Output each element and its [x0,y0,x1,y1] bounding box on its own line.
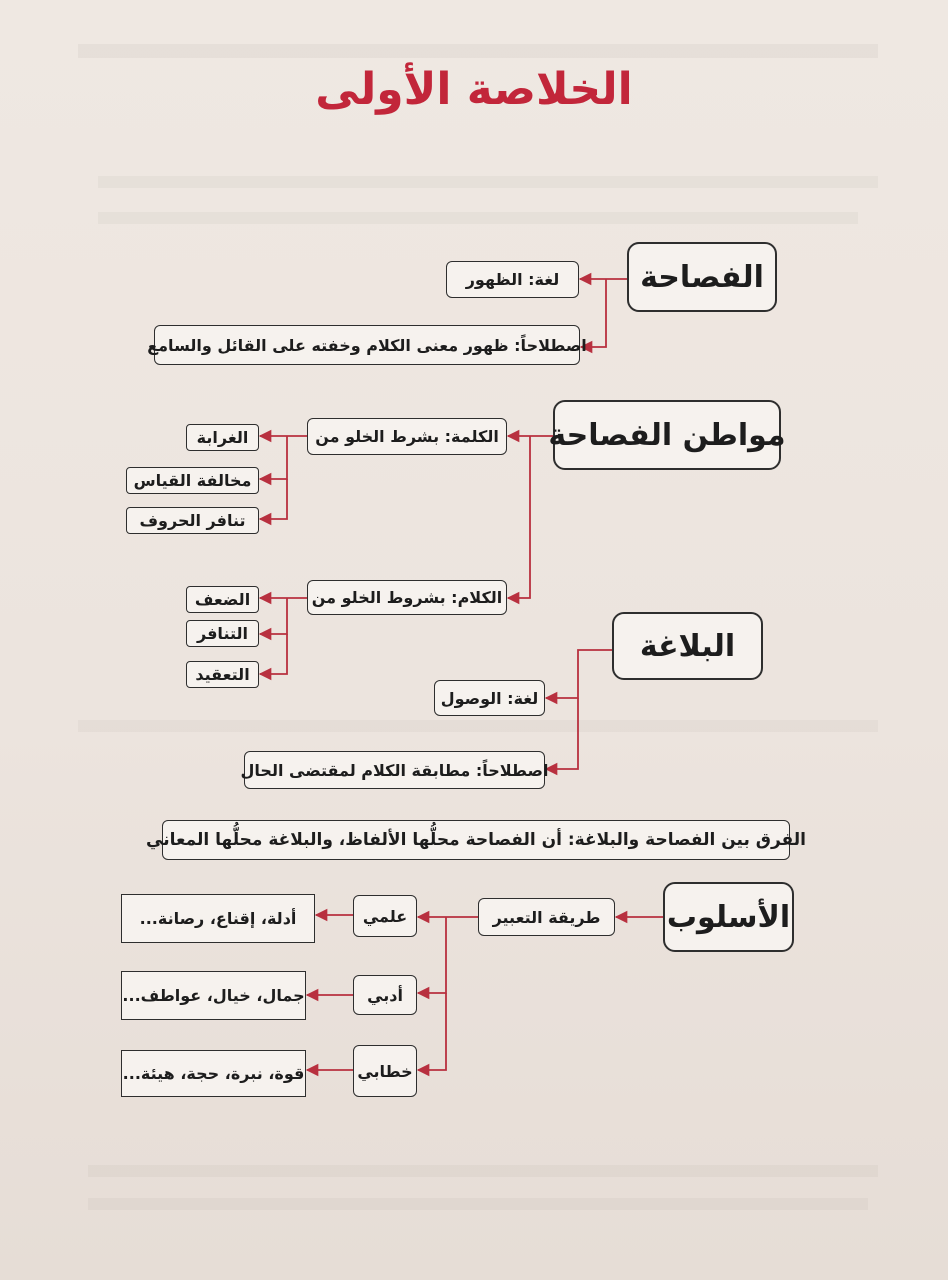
kalam-item-text: الضعف [194,590,251,609]
fasaha-lugha-text: لغة: الظهور [465,270,560,289]
kalam-item-box [186,620,259,647]
balagha-lugha-text: لغة: الوصول [440,688,539,708]
uslub-type-text: علمي [362,906,408,926]
kalima-box [307,418,507,455]
fasaha-istilah-box [147,325,587,365]
kalima-item-box [186,424,259,451]
balagha-label: البلاغة [639,628,736,664]
uslub-desc-text: أدلة، إقناع، رصانة... [139,909,297,928]
kalima-item-box [126,467,259,494]
mawatin-node [548,400,786,470]
kalima-item-text: تنافر الحروف [139,511,246,530]
uslub-desc-box [121,894,315,943]
kalam-box [307,580,507,615]
uslub-node [663,882,794,952]
uslub-desc-text: جمال، خيال، عواطف... [122,986,305,1005]
balagha-node [612,612,763,680]
kalima-text: الكلمة: بشرط الخلو من [315,427,499,446]
kalam-item-box [186,586,259,613]
page-title: الخلاصة الأولى [315,64,633,115]
uslub-desc-text: قوة، نبرة، حجة، هيئة... [122,1064,305,1083]
kalam-text: الكلام: بشروط الخلو من [311,588,503,607]
balagha-istilah-text: اصطلاحاً: مطابقة الكلام لمقتضى الحال [240,760,549,780]
fasaha-lugha-box [446,261,579,298]
uslub-type-text: أدبي [367,985,403,1005]
tariqa-box [478,898,615,936]
kalima-item-text: الغرابة [196,428,249,447]
balagha-istilah-box [240,751,549,789]
fasaha-label: الفصاحة [640,259,764,295]
uslub-desc-box [121,971,306,1020]
uslub-type-text: خطابي [357,1061,413,1081]
kalima-item-text: مخالفة القياس [133,471,252,490]
kalam-item-text: التنافر [197,624,248,643]
fasaha-node [627,242,777,312]
tariqa-text: طريقة التعبير [492,907,601,927]
uslub-type-box [353,1045,417,1097]
uslub-label: الأسلوب [666,899,791,935]
kalam-item-text: التعقيد [195,665,250,684]
uslub-type-box [353,895,417,937]
fasaha-istilah-text: اصطلاحاً: ظهور معنى الكلام وخفته على القائل والسامع [147,335,587,355]
kalam-item-box [186,661,259,688]
uslub-type-box [353,975,417,1015]
mawatin-label: مواطن الفصاحة [548,417,786,453]
farq-box [146,820,806,860]
kalima-item-box [126,507,259,534]
uslub-desc-box [121,1050,306,1097]
balagha-lugha-box [434,680,545,716]
farq-text: الفرق بين الفصاحة والبلاغة: أن الفصاحة محلُّها الألفاظ، والبلاغة محلُّها المعاني [146,830,806,850]
